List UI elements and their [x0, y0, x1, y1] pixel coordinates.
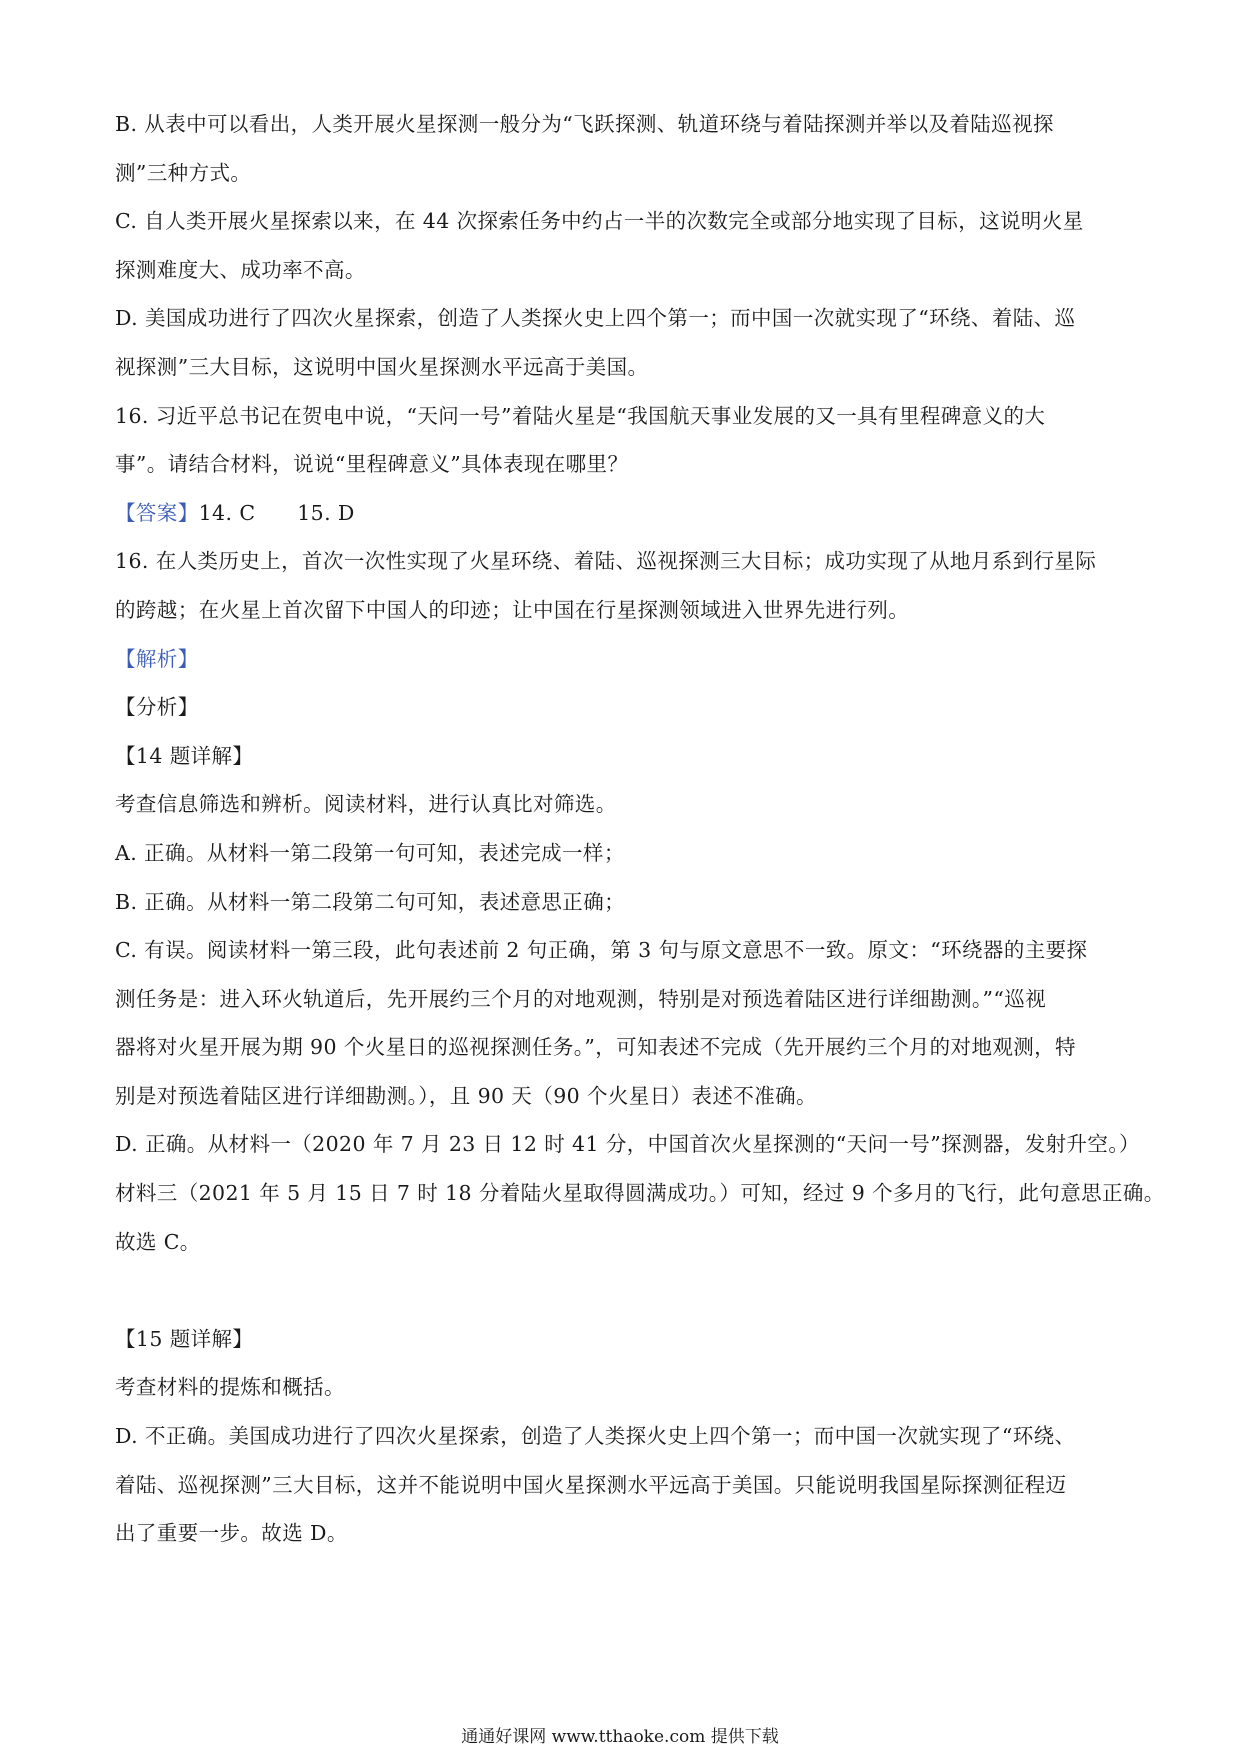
q14-option-c-line-1: C. 有误。阅读材料一第三段，此句表述前 2 句正确，第 3 句与原文意思不一致。原文：“环绕器的主要探: [115, 938, 1088, 963]
q14-option-c-line-2: 测任务是：进入环火轨道后，先开展约三个月的对地观测，特别是对预选着陆区进行详细勘测。”“巡视: [115, 986, 1047, 1011]
question-16-line-2: 事”。请结合材料，说说“里程碑意义”具体表现在哪里？: [115, 452, 629, 477]
q15-option-d-line-2: 着陆、巡视探测”三大目标，这并不能说明中国火星探测水平远高于美国。只能说明我国星际探测征程迈: [115, 1472, 1067, 1497]
q14-intro: 考查信息筛选和辨析。阅读材料，进行认真比对筛选。: [115, 792, 617, 817]
q14-option-d-line-2: 材料三（2021 年 5 月 15 日 7 时 18 分着陆火星取得圆满成功。）可知，经过 9 个多月的飞行，此句意思正确。: [115, 1181, 1165, 1206]
answer-16-line-2: 的跨越；在火星上首次留下中国人的印迹；让中国在行星探测领域进入世界先进行列。: [115, 597, 910, 622]
q14-option-b: B. 正确。从材料一第二段第二句可知，表述意思正确；: [115, 889, 625, 914]
document-body: [115, 100, 1165, 1558]
answer-text: 14. C 15. D: [198, 500, 355, 525]
analysis-tag: 【解析】: [115, 646, 199, 671]
q14-option-c-line-4: 别是对预选着陆区进行详细勘测。），且 90 天（90 个火星日）表述不准确。: [115, 1083, 817, 1108]
q15-option-d-line-3: 出了重要一步。故选 D。: [115, 1521, 348, 1546]
q15-option-d-line-1: D. 不正确。美国成功进行了四次火星探索，创造了人类探火史上四个第一；而中国一次就实现了“环绕、: [115, 1424, 1076, 1449]
q15-intro: 考查材料的提炼和概括。: [115, 1375, 345, 1400]
fenxi-heading: 【分析】: [115, 695, 199, 720]
q14-option-a: A. 正确。从材料一第二段第一句可知，表述完成一样；: [115, 840, 625, 865]
q15-heading: 【15 题详解】: [115, 1326, 254, 1351]
q14-option-c-line-3: 器将对火星开展为期 90 个火星日的巡视探测任务。”，可知表述不完成（先开展约三个月的对地观测，特: [115, 1035, 1076, 1060]
option-b-line-1: B. 从表中可以看出，人类开展火星探测一般分为“飞跃探测、轨道环绕与着陆探测并举以及着陆巡视探: [115, 112, 1054, 136]
answer-line: [115, 489, 1135, 538]
option-b-line-2: 测”三种方式。: [115, 160, 252, 185]
footer-watermark: 通通好课网 www.tthaoke.com 提供下载: [461, 1727, 779, 1747]
answer-16-line-1: 16. 在人类历史上，首次一次性实现了火星环绕、着陆、巡视探测三大目标；成功实现了从地月系到行星际: [115, 549, 1097, 574]
option-c-line-1: C. 自人类开展火星探索以来，在 44 次探索任务中约占一半的次数完全或部分地实现了目标，这说明火星: [115, 209, 1084, 234]
q14-conclusion: 故选 C。: [115, 1229, 201, 1254]
option-d-line-2: 视探测”三大目标，这说明中国火星探测水平远高于美国。: [115, 354, 649, 379]
option-d-line-1: D. 美国成功进行了四次火星探索，创造了人类探火史上四个第一；而中国一次就实现了“环绕、着陆、巡: [115, 306, 1076, 331]
question-16-line-1: 16. 习近平总书记在贺电中说，“天问一号”着陆火星是“我国航天事业发展的又一具有里程碑意义的大: [115, 403, 1046, 428]
answer-tag: 【答案】: [115, 500, 199, 525]
option-c-line-2: 探测难度大、成功率不高。: [115, 257, 366, 282]
spacer: [115, 1266, 1135, 1315]
q14-heading: 【14 题详解】: [115, 743, 254, 768]
q14-option-d-line-1: D. 正确。从材料一（2020 年 7 月 23 日 12 时 41 分，中国首次火星探测的“天问一号”探测器，发射升空。）: [115, 1132, 1140, 1157]
